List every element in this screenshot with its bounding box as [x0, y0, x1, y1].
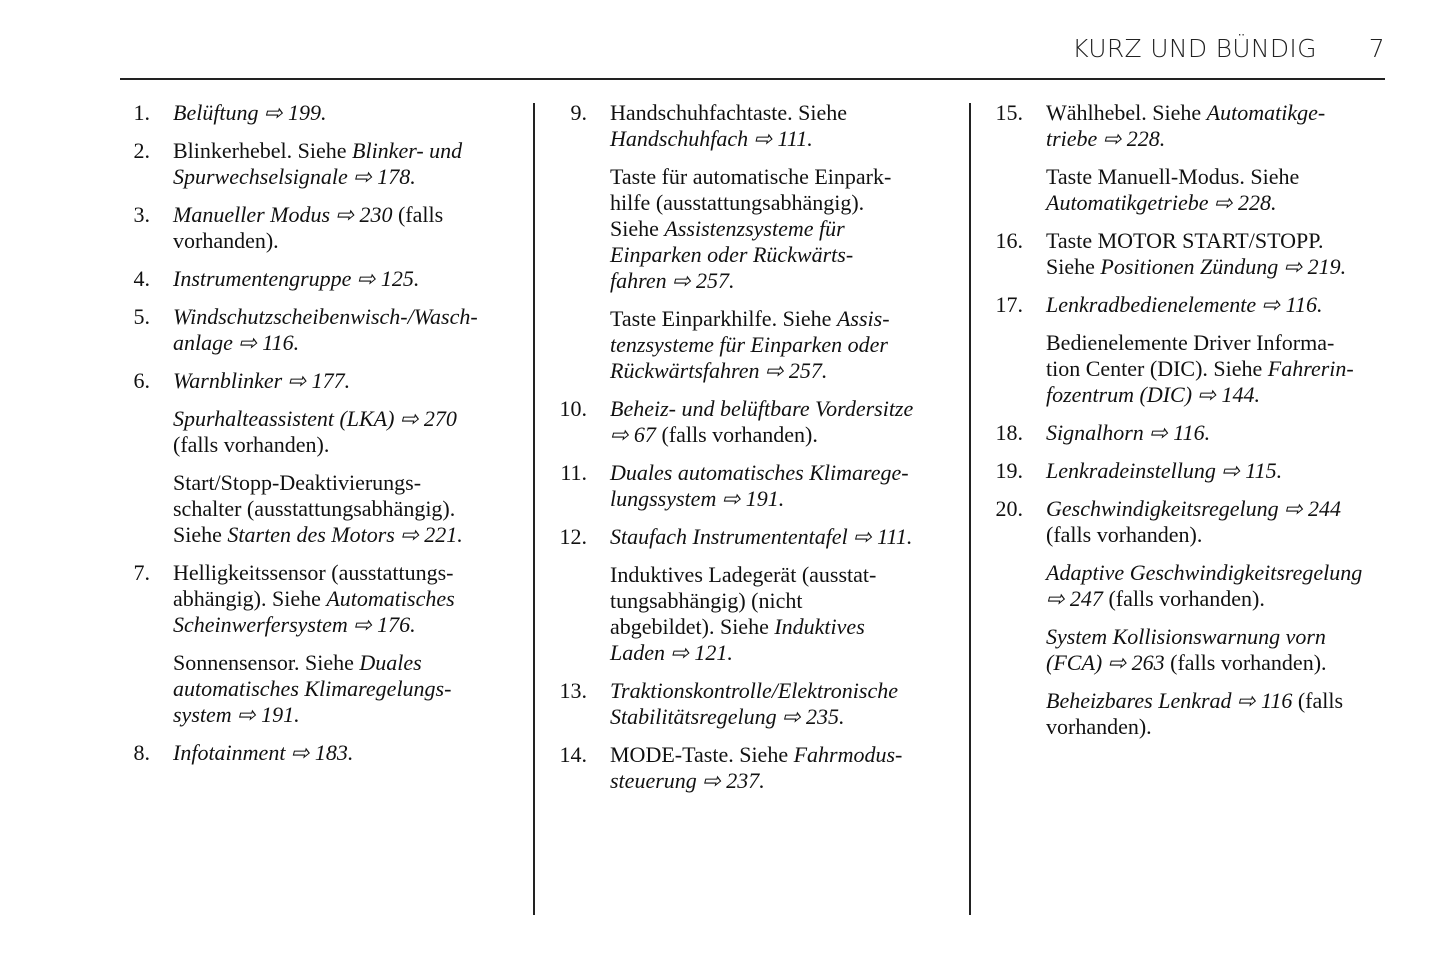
cross-reference: Assis- — [836, 306, 890, 331]
item-paragraph — [173, 202, 525, 254]
item-paragraph — [173, 368, 525, 394]
text-line — [173, 164, 525, 190]
list-item — [557, 396, 962, 448]
text-line — [1046, 420, 1413, 446]
cross-reference: Duales automatisches Klimarege- — [610, 460, 909, 485]
item-paragraph — [610, 306, 962, 384]
cross-reference: Stabilitätsregelung ⇨ 235. — [610, 704, 845, 729]
cross-reference: Duales — [359, 650, 422, 675]
item-paragraph — [1046, 688, 1413, 740]
cross-reference: Traktionskontrolle/Elektronische — [610, 678, 898, 703]
cross-reference: (FCA) ⇨ 263 — [1046, 650, 1165, 675]
cross-reference: Positionen Zündung ⇨ 219. — [1100, 254, 1347, 279]
list-item — [120, 560, 525, 728]
header-rule — [120, 78, 1385, 80]
list-item — [120, 266, 525, 292]
text-line — [1046, 624, 1413, 650]
text-segment: Start/Stopp-Deaktivierungs- — [173, 470, 422, 495]
text-line — [173, 702, 525, 728]
text-line — [610, 678, 962, 704]
item-number: 7. — [133, 560, 150, 585]
text-line — [173, 304, 525, 330]
cross-reference: Rückwärtsfahren ⇨ 257. — [610, 358, 828, 383]
text-line — [173, 676, 525, 702]
item-paragraph — [610, 100, 962, 152]
item-paragraph — [610, 742, 962, 794]
text-line — [610, 190, 962, 216]
item-paragraph — [1046, 228, 1413, 280]
list-item — [993, 100, 1413, 216]
page-header — [1072, 34, 1385, 63]
list-item — [120, 304, 525, 356]
item-number: 14. — [559, 742, 587, 767]
text-line — [610, 242, 962, 268]
text-line — [173, 202, 525, 228]
text-line — [610, 768, 962, 794]
text-segment: (falls — [1292, 688, 1344, 713]
cross-reference: Windschutzscheibenwisch-/Wasch- — [173, 304, 478, 329]
item-paragraph — [173, 470, 525, 548]
item-paragraph — [1046, 330, 1413, 408]
text-segment: Taste MOTOR START/STOPP. — [1046, 228, 1324, 253]
item-number: 17. — [995, 292, 1023, 317]
item-paragraph — [1046, 292, 1413, 318]
item-paragraph — [1046, 624, 1413, 676]
text-line — [1046, 100, 1413, 126]
cross-reference: Beheizbares Lenkrad ⇨ 116 — [1046, 688, 1293, 713]
text-line — [1046, 164, 1413, 190]
item-body — [1046, 292, 1413, 408]
cross-reference: Assistenzsysteme für — [664, 216, 845, 241]
text-line — [173, 266, 525, 292]
text-line — [173, 406, 525, 432]
text-line — [1046, 458, 1413, 484]
item-body — [1046, 100, 1413, 216]
cross-reference: lungssystem ⇨ 191. — [610, 486, 785, 511]
text-segment: (falls vorhanden). — [655, 422, 818, 447]
list-item — [557, 460, 962, 512]
cross-reference: Beheiz- und belüftbare Vordersitze — [610, 396, 914, 421]
item-number: 8. — [133, 740, 150, 765]
item-number: 11. — [560, 460, 587, 485]
item-number: 2. — [133, 138, 150, 163]
cross-reference: fahren ⇨ 257. — [610, 268, 735, 293]
item-body — [173, 560, 525, 728]
text-segment: (falls — [392, 202, 444, 227]
text-line — [173, 100, 525, 126]
item-body — [1046, 496, 1413, 740]
text-line — [610, 614, 962, 640]
text-line — [1046, 650, 1413, 676]
item-body — [610, 742, 962, 794]
cross-reference: Signalhorn ⇨ 116. — [1046, 420, 1211, 445]
cross-reference: fozentrum (DIC) ⇨ 144. — [1046, 382, 1260, 407]
text-line — [1046, 586, 1413, 612]
text-line — [610, 396, 962, 422]
text-line — [1046, 190, 1413, 216]
text-line — [1046, 228, 1413, 254]
cross-reference: Fahrerin- — [1267, 356, 1354, 381]
list-item — [120, 100, 525, 126]
text-segment: vorhanden). — [173, 228, 279, 253]
text-segment: Taste Einparkhilfe. Siehe — [610, 306, 837, 331]
item-body — [610, 524, 962, 666]
item-number: 20. — [995, 496, 1023, 521]
text-line — [173, 740, 525, 766]
text-segment: (falls vorhanden). — [1164, 650, 1327, 675]
text-segment: abgebildet). Siehe — [610, 614, 775, 639]
item-paragraph — [173, 100, 525, 126]
item-paragraph — [173, 304, 525, 356]
text-segment: Blinkerhebel. Siehe — [173, 138, 353, 163]
text-line — [610, 524, 962, 550]
item-number: 12. — [559, 524, 587, 549]
cross-reference: Einparken oder Rückwärts- — [610, 242, 854, 267]
cross-reference: Warnblinker ⇨ 177. — [173, 368, 351, 393]
item-paragraph — [1046, 100, 1413, 152]
cross-reference: System Kollisionswarnung vorn — [1046, 624, 1326, 649]
item-paragraph — [173, 560, 525, 638]
text-line — [610, 640, 962, 666]
cross-reference: Lenkradbedienelemente ⇨ 116. — [1046, 292, 1323, 317]
item-paragraph — [1046, 496, 1413, 548]
cross-reference: tenzsysteme für Einparken oder — [610, 332, 888, 357]
item-number: 18. — [995, 420, 1023, 445]
item-paragraph — [173, 740, 525, 766]
cross-reference: Fahrmodus- — [793, 742, 903, 767]
text-segment: (falls vorhanden). — [173, 432, 330, 457]
item-number: 9. — [570, 100, 587, 125]
text-line — [173, 650, 525, 676]
text-line — [173, 612, 525, 638]
text-line — [173, 368, 525, 394]
text-line — [1046, 126, 1413, 152]
item-body — [610, 460, 962, 512]
item-paragraph — [610, 396, 962, 448]
item-number: 15. — [995, 100, 1023, 125]
item-paragraph — [1046, 420, 1413, 446]
text-segment: Bedienelemente Driver Informa- — [1046, 330, 1335, 355]
text-line — [173, 228, 525, 254]
text-line — [173, 522, 525, 548]
text-line — [173, 586, 525, 612]
cross-reference: Infotainment ⇨ 183. — [173, 740, 354, 765]
item-number: 5. — [133, 304, 150, 329]
list-item — [120, 740, 525, 766]
text-line — [610, 562, 962, 588]
text-line — [173, 560, 525, 586]
text-line — [610, 216, 962, 242]
text-segment: tungsabhängig) (nicht — [610, 588, 803, 613]
text-segment: Handschuhfachtaste. Siehe — [610, 100, 848, 125]
text-line — [1046, 560, 1413, 586]
text-segment: Sonnensensor. Siehe — [173, 650, 360, 675]
text-segment: vorhanden). — [1046, 714, 1152, 739]
item-paragraph — [610, 562, 962, 666]
item-body — [1046, 458, 1413, 484]
text-line — [610, 306, 962, 332]
text-line — [610, 742, 962, 768]
cross-reference: ⇨ 67 — [610, 422, 656, 447]
list-item — [993, 458, 1413, 484]
cross-reference: triebe ⇨ 228. — [1046, 126, 1166, 151]
cross-reference: Belüftung ⇨ 199. — [173, 100, 327, 125]
cross-reference: Staufach Instrumententafel ⇨ 111. — [610, 524, 913, 549]
list-item — [120, 202, 525, 254]
item-body — [173, 100, 525, 126]
text-line — [610, 126, 962, 152]
text-segment: schalter (ausstattungsabhängig). — [173, 496, 456, 521]
text-line — [610, 268, 962, 294]
item-body — [173, 266, 525, 292]
cross-reference: Automatikge- — [1206, 100, 1326, 125]
text-segment: tion Center (DIC). Siehe — [1046, 356, 1268, 381]
text-line — [610, 704, 962, 730]
text-line — [173, 432, 525, 458]
text-segment: Siehe — [610, 216, 665, 241]
list-item — [557, 742, 962, 794]
text-line — [1046, 356, 1413, 382]
cross-reference: Spurwechselsignale ⇨ 178. — [173, 164, 416, 189]
text-line — [610, 460, 962, 486]
list-item — [120, 138, 525, 190]
item-number: 1. — [133, 100, 150, 125]
item-number: 16. — [995, 228, 1023, 253]
cross-reference: anlage ⇨ 116. — [173, 330, 300, 355]
list-item — [557, 678, 962, 730]
text-line — [173, 138, 525, 164]
item-body — [1046, 420, 1413, 446]
text-line — [610, 358, 962, 384]
text-line — [1046, 382, 1413, 408]
text-line — [173, 470, 525, 496]
text-segment: (falls vorhanden). — [1046, 522, 1203, 547]
item-paragraph — [1046, 458, 1413, 484]
text-line — [1046, 292, 1413, 318]
text-line — [610, 588, 962, 614]
text-line — [610, 486, 962, 512]
item-body — [173, 368, 525, 548]
text-segment: Wählhebel. Siehe — [1046, 100, 1207, 125]
page-number: 7 — [1368, 34, 1385, 63]
list-item — [557, 100, 962, 384]
text-segment: Taste Manuell-Modus. Siehe — [1046, 164, 1300, 189]
item-paragraph — [610, 460, 962, 512]
cross-reference: system ⇨ 191. — [173, 702, 300, 727]
list-item — [993, 228, 1413, 280]
cross-reference: Laden ⇨ 121. — [610, 640, 733, 665]
item-paragraph — [610, 678, 962, 730]
cross-reference: Automatisches — [326, 586, 455, 611]
text-segment: Siehe — [1046, 254, 1101, 279]
column-3 — [993, 100, 1413, 752]
cross-reference: Adaptive Geschwindigkeitsregelung — [1046, 560, 1363, 585]
text-segment: (falls vorhanden). — [1102, 586, 1265, 611]
text-line — [1046, 254, 1413, 280]
column-divider — [969, 103, 971, 915]
cross-reference: Starten des Motors ⇨ 221. — [227, 522, 463, 547]
item-paragraph — [173, 138, 525, 190]
text-segment: Helligkeitssensor (ausstattungs- — [173, 560, 454, 585]
text-segment: Induktives Ladegerät (ausstat- — [610, 562, 877, 587]
column-2 — [557, 100, 962, 806]
cross-reference: Scheinwerfersystem ⇨ 176. — [173, 612, 416, 637]
item-paragraph — [1046, 164, 1413, 216]
text-line — [1046, 330, 1413, 356]
text-line — [610, 332, 962, 358]
item-body — [610, 396, 962, 448]
cross-reference: Blinker- und — [352, 138, 463, 163]
cross-reference: Manueller Modus ⇨ 230 — [173, 202, 393, 227]
text-segment: MODE-Taste. Siehe — [610, 742, 794, 767]
column-1 — [120, 100, 525, 778]
item-number: 13. — [559, 678, 587, 703]
text-line — [610, 164, 962, 190]
list-item — [993, 292, 1413, 408]
text-segment: Taste für automatische Einpark- — [610, 164, 892, 189]
list-item — [557, 524, 962, 666]
cross-reference: Handschuhfach ⇨ 111. — [610, 126, 813, 151]
item-body — [1046, 228, 1413, 280]
item-number: 4. — [133, 266, 150, 291]
item-paragraph — [173, 650, 525, 728]
text-segment: abhängig). Siehe — [173, 586, 327, 611]
item-paragraph — [173, 266, 525, 292]
list-item — [993, 420, 1413, 446]
column-divider — [533, 103, 535, 915]
text-line — [1046, 522, 1413, 548]
item-paragraph — [173, 406, 525, 458]
text-line — [1046, 714, 1413, 740]
cross-reference: ⇨ 247 — [1046, 586, 1103, 611]
text-segment: hilfe (ausstattungsabhängig). — [610, 190, 865, 215]
text-line — [173, 330, 525, 356]
text-line — [1046, 496, 1413, 522]
text-line — [173, 496, 525, 522]
item-paragraph — [610, 164, 962, 294]
list-item — [120, 368, 525, 548]
item-number: 19. — [995, 458, 1023, 483]
cross-reference: automatisches Klimaregelungs- — [173, 676, 452, 701]
text-line — [1046, 688, 1413, 714]
item-paragraph — [1046, 560, 1413, 612]
item-paragraph — [610, 524, 962, 550]
item-body — [173, 304, 525, 356]
cross-reference: Lenkradeinstellung ⇨ 115. — [1046, 458, 1283, 483]
item-body — [610, 678, 962, 730]
text-line — [610, 100, 962, 126]
item-body — [173, 202, 525, 254]
item-number: 3. — [133, 202, 150, 227]
cross-reference: Spurhalteassistent (LKA) ⇨ 270 — [173, 406, 457, 431]
cross-reference: Induktives — [774, 614, 865, 639]
item-body — [173, 138, 525, 190]
item-number: 6. — [133, 368, 150, 393]
item-number: 10. — [559, 396, 587, 421]
cross-reference: Instrumentengruppe ⇨ 125. — [173, 266, 420, 291]
cross-reference: steuerung ⇨ 237. — [610, 768, 765, 793]
cross-reference: Geschwindigkeitsregelung ⇨ 244 — [1046, 496, 1342, 521]
section-title: KURZ UND BÜNDIG — [1072, 34, 1317, 63]
list-item — [993, 496, 1413, 740]
text-segment: Siehe — [173, 522, 228, 547]
item-body — [610, 100, 962, 384]
cross-reference: Automatikgetriebe ⇨ 228. — [1046, 190, 1277, 215]
item-body — [173, 740, 525, 766]
text-line — [610, 422, 962, 448]
